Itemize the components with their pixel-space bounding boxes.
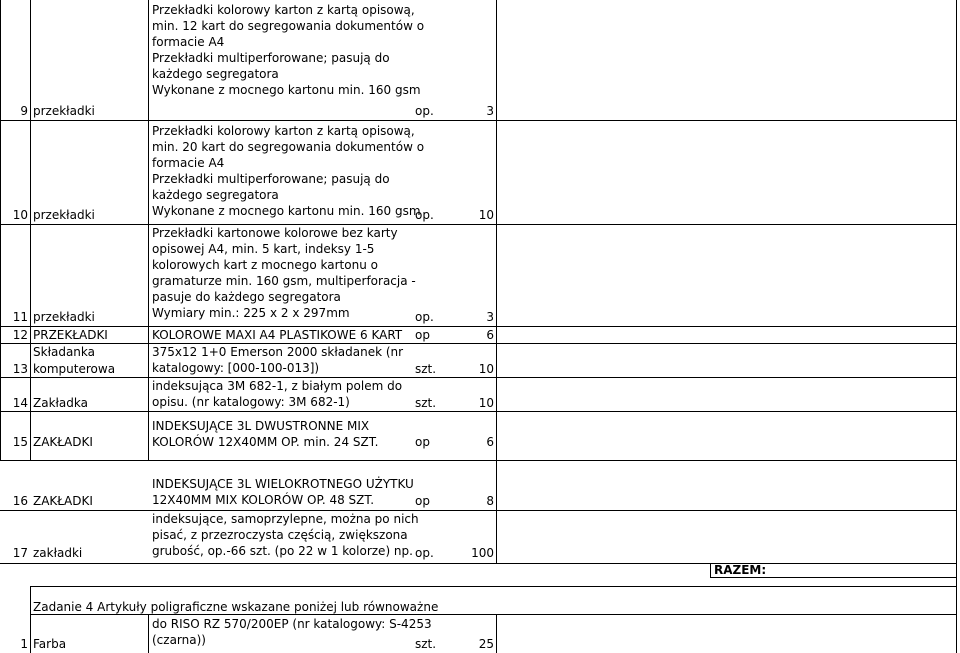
item-description: Przekładki kartonowe kolorowe bez karty opisowej A4, min. 5 kart, indeksy 1-5 kolorowych kart z mocnego kartonu o gramaturze min. 160 gsm, multiperforacja - pasuje do każdego segregatora Wymiary min.: 225 x 2 x 297mm [152, 226, 416, 320]
item-name: Zakładka [33, 396, 88, 410]
item-name: przekładki [33, 104, 95, 118]
grid-line [710, 563, 711, 577]
item-name: komputerowa [33, 362, 116, 376]
item-name: PRZEKŁADKI [33, 328, 108, 342]
section-title: Zadanie 4 Artykuły poligraficzne wskazane poniżej lub równoważne [33, 600, 439, 614]
item-description: INDEKSUJĄCE 3L DWUSTRONNE MIX KOLORÓW 12X40MM OP. min. 24 SZT. [152, 419, 379, 449]
item-description: INDEKSUJĄCE 3L WIELOKROTNEGO UŻYTKU 12X40MM MIX KOLORÓW OP. 48 SZT. [152, 477, 414, 507]
row-number: 15 [12, 435, 28, 449]
item-quantity: 10 [478, 208, 494, 222]
item-name: przekładki [33, 208, 95, 222]
item-description: indeksująca 3M 682-1, z białym polem do opisu. (nr katalogowy: 3M 682-1) [152, 379, 403, 409]
item-quantity: 3 [486, 310, 494, 324]
item-description: Przekładki kolorowy karton z kartą opisową, min. 12 kart do segregowania dokumentów o formacie A4 Przekładki multiperforowane; pasują do każdego segregatora Wykonane z mocnego kartonu min. 160 gsm [152, 3, 425, 97]
item-quantity: 10 [478, 362, 494, 376]
item-description: 375x12 1+0 Emerson 2000 składanek (nr katalogowy: [000-100-013]) [152, 345, 404, 375]
item-quantity: 10 [478, 396, 494, 410]
item-unit: szt. [415, 362, 437, 376]
row-number: 16 [12, 494, 28, 508]
item-unit: op. [415, 546, 434, 560]
item-quantity: 100 [471, 546, 494, 560]
item-description: Przekładki kolorowy karton z kartą opisową, min. 20 kart do segregowania dokumentów o formacie A4 Przekładki multiperforowane; pasują do każdego segregatora Wykonane z mocnego kartonu min. 160 gsm [152, 124, 425, 218]
item-unit: op [415, 494, 430, 508]
item-name: Farba [33, 637, 67, 651]
item-description: do RISO RZ 570/200EP (nr katalogowy: S-4253 (czarna)) [152, 617, 432, 647]
grid-line [0, 343, 956, 344]
item-name: ZAKŁADKI [33, 435, 93, 449]
row-number: 17 [12, 546, 28, 560]
grid-line [0, 460, 956, 461]
item-unit: szt. [415, 637, 437, 651]
row-number: 1 [20, 637, 28, 651]
item-name: przekładki [33, 310, 95, 324]
row-number: 12 [12, 328, 28, 342]
grid-line [0, 224, 956, 225]
item-unit: op. [415, 104, 434, 118]
grid-line [0, 0, 1, 460]
grid-line [0, 563, 956, 564]
total-label: RAZEM: [714, 563, 767, 577]
grid-line [0, 377, 956, 378]
grid-line [496, 614, 497, 653]
grid-line [0, 510, 956, 511]
item-quantity: 3 [486, 104, 494, 118]
grid-line [148, 0, 149, 460]
grid-line [30, 586, 31, 653]
item-quantity: 6 [486, 435, 494, 449]
item-unit: op. [415, 310, 434, 324]
row-number: 14 [12, 396, 28, 410]
row-number: 10 [12, 208, 28, 222]
grid-line [0, 120, 956, 121]
item-unit: op [415, 328, 430, 342]
row-number: 13 [12, 362, 28, 376]
item-unit: szt. [415, 396, 437, 410]
row-number: 9 [20, 104, 28, 118]
item-name: zakładki [33, 546, 83, 560]
item-quantity: 8 [486, 494, 494, 508]
grid-line [956, 0, 957, 653]
grid-line [496, 0, 497, 563]
item-name-top: Składanka [33, 345, 95, 359]
item-quantity: 6 [486, 328, 494, 342]
item-unit: op [415, 435, 430, 449]
grid-line [30, 0, 31, 460]
grid-line [0, 411, 956, 412]
item-description: indeksujące, samoprzylepne, można po nich pisać, z przezroczysta częścią, zwiększona grubość, op.-66 szt. (po 22 w 1 kolorze) np. [152, 512, 419, 558]
grid-line [30, 586, 956, 587]
item-description: KOLOROWE MAXI A4 PLASTIKOWE 6 KART [152, 328, 403, 342]
item-name: ZAKŁADKI [33, 494, 93, 508]
item-unit: op. [415, 208, 434, 222]
grid-line [148, 614, 149, 653]
item-quantity: 25 [478, 637, 494, 651]
row-number: 11 [12, 310, 28, 324]
